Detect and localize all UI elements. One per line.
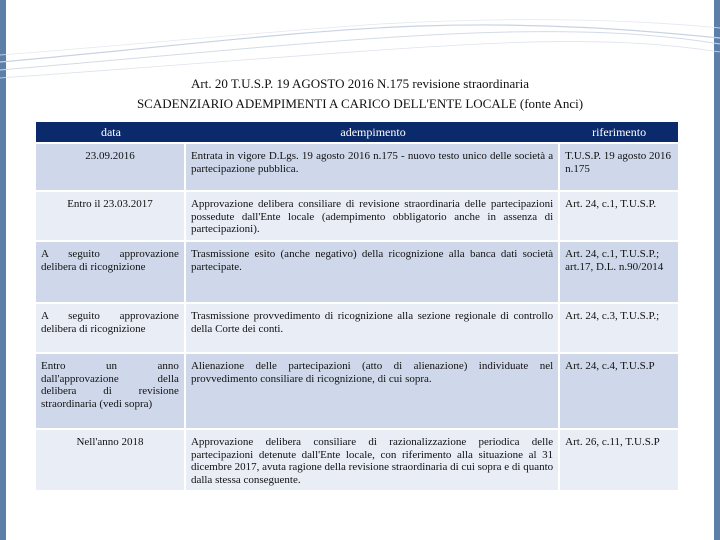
table-row (36, 190, 678, 240)
cell-data: A seguito approvazione delibera di ricognizione (36, 240, 186, 302)
header-data: data (36, 122, 186, 142)
table-row (36, 240, 678, 302)
slide-title (0, 74, 720, 114)
cell-riferimento: T.U.S.P. 19 agosto 2016 n.175 (560, 142, 678, 190)
title-line-2: SCADENZIARIO ADEMPIMENTI A CARICO DELL'ENTE LOCALE (fonte Anci) (136, 96, 584, 111)
cell-adempimento: Approvazione delibera consiliare di revisione straordinaria delle partecipazioni possedute dall'Ente locale (adempimento obbligatorio anche in assenza di partecipazioni). (186, 190, 560, 240)
cell-data: Entro un anno dall'approvazione della delibera di revisione straordinaria (vedi sopra) (36, 352, 186, 428)
cell-data: Entro il 23.03.2017 (36, 190, 186, 240)
decorative-swoosh (0, 0, 720, 80)
header-adempimento: adempimento (186, 122, 560, 142)
cell-data: A seguito approvazione delibera di ricognizione (36, 302, 186, 352)
table-row (36, 428, 678, 490)
cell-adempimento: Alienazione delle partecipazioni (atto di alienazione) individuate nel provvedimento consiliare di ricognizione, di cui sopra. (186, 352, 560, 428)
table-row (36, 142, 678, 190)
cell-data: 23.09.2016 (36, 142, 186, 190)
cell-adempimento: Trasmissione provvedimento di ricognizione alla sezione regionale di controllo della Corte dei conti. (186, 302, 560, 352)
cell-riferimento: Art. 24, c.4, T.U.S.P (560, 352, 678, 428)
cell-riferimento: Art. 24, c.3, T.U.S.P.; (560, 302, 678, 352)
cell-riferimento: Art. 26, c.11, T.U.S.P (560, 428, 678, 490)
table-header-row (36, 122, 678, 142)
table-row (36, 302, 678, 352)
cell-adempimento: Approvazione delibera consiliare di razionalizzazione periodica delle partecipazioni detenute dall'Ente locale, con riferimento alla situazione al 31 dicembre 2017, avuta ragione della revisione straordinaria di cui sopra e di quanto dalla stessa conseguente. (186, 428, 560, 490)
header-riferimento: riferimento (560, 122, 678, 142)
table-row (36, 352, 678, 428)
deadlines-table (36, 122, 678, 490)
cell-riferimento: Art. 24, c.1, T.U.S.P.; art.17, D.L. n.90/2014 (560, 240, 678, 302)
title-line-1: Art. 20 T.U.S.P. 19 AGOSTO 2016 N.175 revisione straordinaria (191, 76, 529, 91)
cell-data: Nell'anno 2018 (36, 428, 186, 490)
cell-adempimento: Trasmissione esito (anche negativo) della ricognizione alla banca dati società partecipate. (186, 240, 560, 302)
cell-adempimento: Entrata in vigore D.Lgs. 19 agosto 2016 n.175 - nuovo testo unico delle società a partecipazione pubblica. (186, 142, 560, 190)
cell-riferimento: Art. 24, c.1, T.U.S.P. (560, 190, 678, 240)
